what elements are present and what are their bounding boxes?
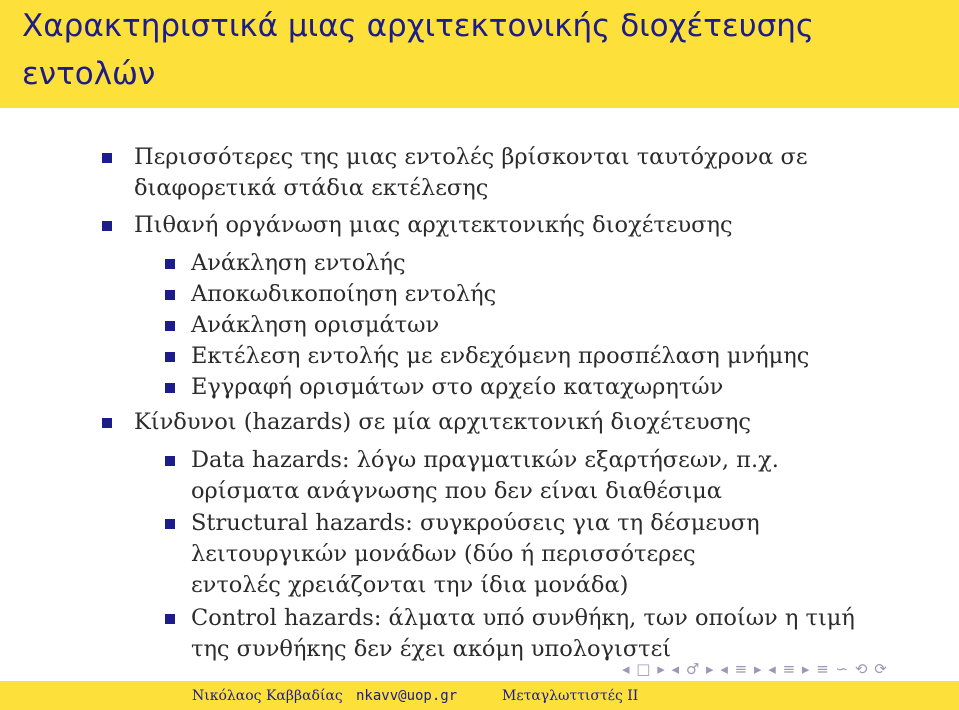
footer-bar	[0, 681, 959, 710]
bullet-item	[134, 210, 854, 241]
sub-bullet-item	[191, 248, 891, 279]
bullet-text: Κίνδυνοι (hazards) σε μία αρχιτεκτονική διοχέτευσης	[134, 409, 751, 435]
sub-bullet-text: Structural hazards: συγκρούσεις για τη δέσμευση λειτουργικών μονάδων (δύο ή περισσότερες εντολές χρειάζονται την ίδια μονάδα)	[191, 510, 760, 598]
bullet-item	[134, 407, 854, 438]
footer-left	[0, 681, 480, 710]
title-bar	[0, 0, 959, 108]
square-bullet-icon	[165, 352, 175, 362]
sub-bullet-text: Ανάκληση εντολής	[191, 250, 406, 276]
sub-bullet-text: Ανάκληση ορισμάτων	[191, 312, 440, 338]
sub-bullet-text: Εκτέλεση εντολής με ενδεχόμενη προσπέλαση μνήμης	[191, 343, 810, 369]
square-bullet-icon	[165, 614, 175, 624]
sub-bullet-item	[191, 508, 781, 601]
sub-bullet-item	[191, 310, 891, 341]
bullet-text: Περισσότερες της μιας εντολές βρίσκονται ταυτόχρονα σε διαφορετικά στάδια εκτέλεσης	[134, 144, 808, 201]
sub-bullet-item	[191, 372, 891, 403]
square-bullet-icon	[165, 456, 175, 466]
square-bullet-icon	[165, 383, 175, 393]
square-bullet-icon	[165, 519, 175, 529]
sub-bullet-item	[191, 341, 891, 372]
square-bullet-icon	[165, 321, 175, 331]
sub-bullet-item	[191, 603, 881, 665]
sub-bullet-text: Εγγραφή ορισμάτων στο αρχείο καταχωρητών	[191, 374, 724, 400]
bullet-text: Πιθανή οργάνωση μιας αρχιτεκτονικής διοχέτευσης	[134, 212, 733, 238]
sub-bullet-item	[191, 445, 891, 507]
sub-bullet-text: Control hazards: άλματα υπό συνθήκη, των οποίων η τιμή της συνθήκης δεν έχει ακόμη υπολογιστεί	[191, 605, 855, 662]
square-bullet-icon	[165, 259, 175, 269]
square-bullet-icon	[102, 221, 112, 231]
square-bullet-icon	[102, 418, 112, 428]
footer-author: Νικόλαος Καββαδίας	[192, 688, 343, 704]
beamer-navigation-symbols[interactable]: ◂ □ ▸ ◂ ♂ ▸ ◂ ≡ ▸ ◂ ≡ ▸ ≡ ∽ ⟲ ⟳	[622, 660, 888, 678]
slide-title: Χαρακτηριστικά μιας αρχιτεκτονικής διοχέτευσης εντολών	[22, 8, 815, 92]
footer-email: nkavv@uop.gr	[356, 688, 458, 704]
footer-right	[480, 681, 959, 710]
sub-bullet-text: Αποκωδικοποίηση εντολής	[191, 281, 497, 307]
sub-bullet-text: Data hazards: λόγω πραγματικών εξαρτήσεων, π.χ. ορίσματα ανάγνωσης που δεν είναι διαθέσιμα	[191, 447, 779, 504]
bullet-item	[134, 142, 854, 204]
square-bullet-icon	[102, 153, 112, 163]
square-bullet-icon	[165, 290, 175, 300]
sub-bullet-item	[191, 279, 891, 310]
footer-course: Μεταγλωττιστές ΙΙ	[502, 688, 639, 704]
